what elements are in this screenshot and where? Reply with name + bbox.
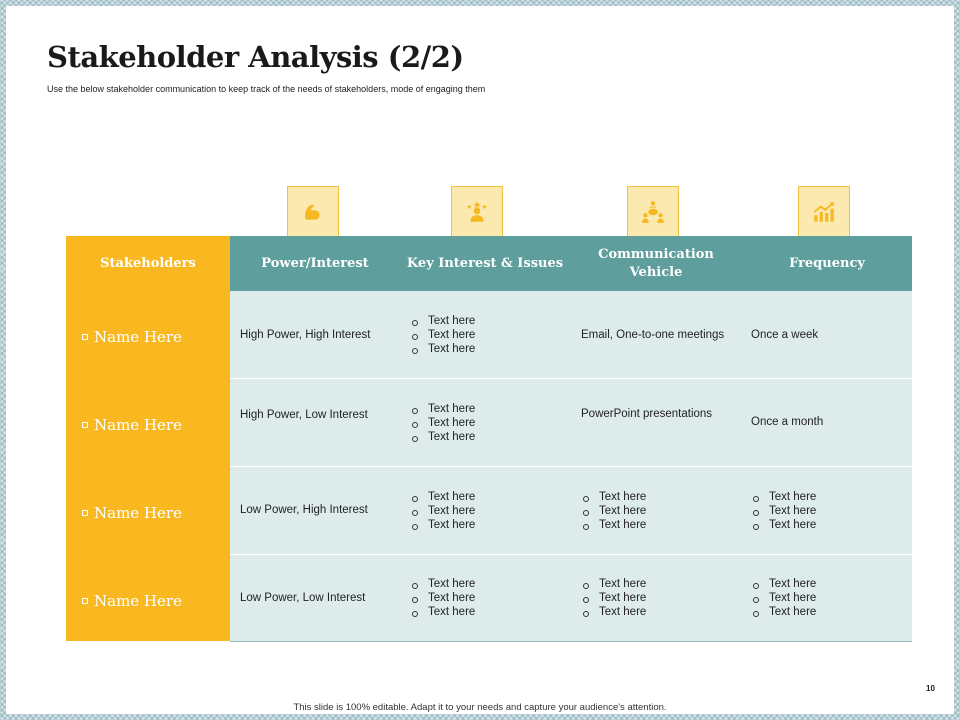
- list-item: Text here: [581, 504, 646, 518]
- table-body: [230, 291, 912, 642]
- list-item: Text here: [410, 518, 475, 532]
- page-title: Stakeholder Analysis (2/2): [47, 40, 464, 74]
- list-item: Text here: [410, 591, 475, 605]
- list-item: Text here: [410, 314, 475, 328]
- row1-vehicle: Email, One-to-one meetings: [581, 329, 725, 341]
- row3-power: Low Power, High Interest: [240, 504, 368, 516]
- stakeholder-name-4: Name Here: [82, 592, 222, 610]
- footer-note: This slide is 100% editable. Adapt it to your needs and capture your audience's attention.: [293, 702, 667, 713]
- row1-power: High Power, High Interest: [240, 329, 371, 341]
- list-item: Text here: [410, 504, 475, 518]
- list-item: Text here: [751, 504, 816, 518]
- stakeholder-name-2: Name Here: [82, 416, 222, 434]
- list-item: Text here: [581, 518, 646, 532]
- bullet-square-icon: [82, 510, 88, 516]
- list-item: Text here: [410, 605, 475, 619]
- list-item: Text here: [751, 518, 816, 532]
- page-subtitle: Use the below stakeholder communication to keep track of the needs of stakeholders, mode of engaging them: [47, 84, 486, 94]
- slide: [6, 6, 954, 714]
- row3-issues-list: [410, 490, 475, 532]
- list-item: Text here: [581, 605, 646, 619]
- bullet-square-icon: [82, 422, 88, 428]
- row3-frequency-list: [751, 490, 816, 532]
- row2-issues-list: [410, 402, 475, 444]
- row4-vehicle-list: [581, 577, 646, 619]
- list-item: Text here: [751, 591, 816, 605]
- stakeholder-name-1: Name Here: [82, 328, 222, 346]
- stakeholder-name-3: Name Here: [82, 504, 222, 522]
- list-item: Text here: [581, 591, 646, 605]
- header-key-interest: Key Interest & Issues: [406, 255, 564, 271]
- list-item: Text here: [410, 577, 475, 591]
- table-header: [230, 236, 912, 291]
- row-divider: [230, 554, 912, 555]
- row4-power: Low Power, Low Interest: [240, 592, 366, 604]
- list-item: Text here: [410, 490, 475, 504]
- list-item: Text here: [410, 402, 475, 416]
- list-item: Text here: [581, 490, 646, 504]
- list-item: Text here: [751, 605, 816, 619]
- stakeholders-column: [66, 236, 230, 641]
- list-item: Text here: [410, 342, 475, 356]
- list-item: Text here: [410, 416, 475, 430]
- page-number: 10: [926, 684, 935, 693]
- bullet-square-icon: [82, 598, 88, 604]
- row4-issues-list: [410, 577, 475, 619]
- row3-vehicle-list: [581, 490, 646, 532]
- group-communication-icon: [627, 186, 679, 238]
- list-item: Text here: [751, 577, 816, 591]
- row-divider: [230, 466, 912, 467]
- growth-chart-icon: [798, 186, 850, 238]
- list-item: Text here: [410, 430, 475, 444]
- list-item: Text here: [410, 328, 475, 342]
- header-frequency: Frequency: [789, 255, 865, 271]
- row-divider: [230, 378, 912, 379]
- header-communication-vehicle: Communication Vehicle: [598, 246, 714, 280]
- row1-issues-list: [410, 314, 475, 356]
- header-power-interest: Power/Interest: [261, 255, 369, 271]
- header-stakeholders: Stakeholders: [100, 256, 196, 271]
- list-item: Text here: [581, 577, 646, 591]
- bullet-square-icon: [82, 334, 88, 340]
- row1-frequency: Once a week: [751, 329, 819, 341]
- muscle-arm-icon: [287, 186, 339, 238]
- star-person-icon: [451, 186, 503, 238]
- row2-vehicle: PowerPoint presentations: [581, 408, 713, 420]
- row2-frequency: Once a month: [751, 416, 824, 428]
- list-item: Text here: [751, 490, 816, 504]
- row2-power: High Power, Low Interest: [240, 409, 368, 421]
- row4-frequency-list: [751, 577, 816, 619]
